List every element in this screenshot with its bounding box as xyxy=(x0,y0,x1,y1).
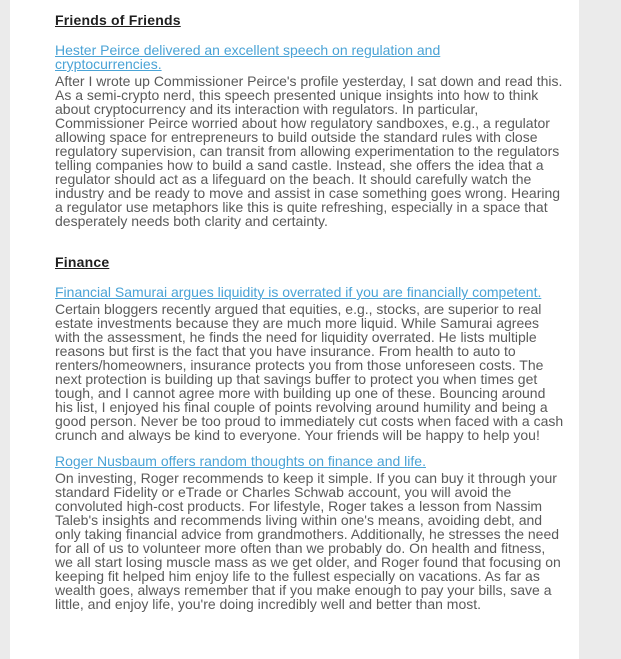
article-link-line xyxy=(55,43,567,71)
link-roger-nusbaum-thoughts[interactable]: Roger Nusbaum offers random thoughts on finance and life. xyxy=(55,453,426,469)
link-hester-peirce-speech[interactable]: Hester Peirce delivered an excellent speech on regulation and cryptocurrencies. xyxy=(55,42,441,72)
paragraph-hester-peirce-summary: After I wrote up Commissioner Peirce's profile yesterday, I sat down and read this. As a semi-crypto nerd, this speech presented unique insights into how to think about cryptocurrency and its interaction with regulators. In particular, Commissioner Peirce worried about how regulatory sandboxes, e.g., a regulator allowing space for entrepreneurs to build outside the standard rules with close regulatory supervision, can transit from allowing experimentation to the regulators telling companies how to build a sand castle. Instead, she offers the idea that a regulator should act as a lifeguard on the beach. It should carefully watch the industry and be ready to move and assist in case something goes wrong. Hearing a regulator use metaphors like this is quite refreshing, especially in a space that desperately needs both clarity and certainty. xyxy=(55,73,563,229)
paragraph-roger-nusbaum-summary: On investing, Roger recommends to keep it simple. If you can buy it through your standard Fidelity or eTrade or Charles Schwab account, you will avoid the convoluted high-cost products. For lifestyle, Roger takes a lesson from Nassim Taleb's insights and recommends living within one's means, avoiding debt, and only taking financial advice from grandmothers. Additionally, he stresses the need for all of us to volunteer more often than we probably do. On health and fitness, we all start losing muscle mass as we get older, and Roger found that focusing on keeping fit helped him enjoy life to the fullest especially on vacations. As far as wealth goes, always remember that if you make enough to pay your bills, save a little, and enjoy life, you're doing incredibly well and better than most. xyxy=(55,470,561,612)
section-heading-finance: Finance xyxy=(55,254,110,270)
article-link-line xyxy=(55,285,567,299)
paragraph-financial-samurai-summary: Certain bloggers recently argued that equities, e.g., stocks, are superior to real estate investments because they are much more liquid. While Samurai agrees with the assessment, he finds the need for liquidity overrated. He lists multiple reasons but first is the fact that you have insurance. From health to auto to renters/homeowners, insurance protects you from those unforeseen costs. The next protection is building up that savings buffer to protect you when times get tough, and I cannot agree more with building up one of these. Bouncing around his list, I enjoyed his final couple of points revolving around humility and being a good person. Never be too proud to immediately cut costs when faced with a cash crunch and always be kind to everyone. Your friends will be happy to help you! xyxy=(55,301,564,443)
section-heading-friends-of-friends: Friends of Friends xyxy=(55,12,181,28)
link-financial-samurai-liquidity[interactable]: Financial Samurai argues liquidity is overrated if you are financially competent. xyxy=(55,284,542,300)
newsletter-content-area xyxy=(10,0,579,659)
content-column xyxy=(55,13,567,611)
article-link-line xyxy=(55,454,567,468)
